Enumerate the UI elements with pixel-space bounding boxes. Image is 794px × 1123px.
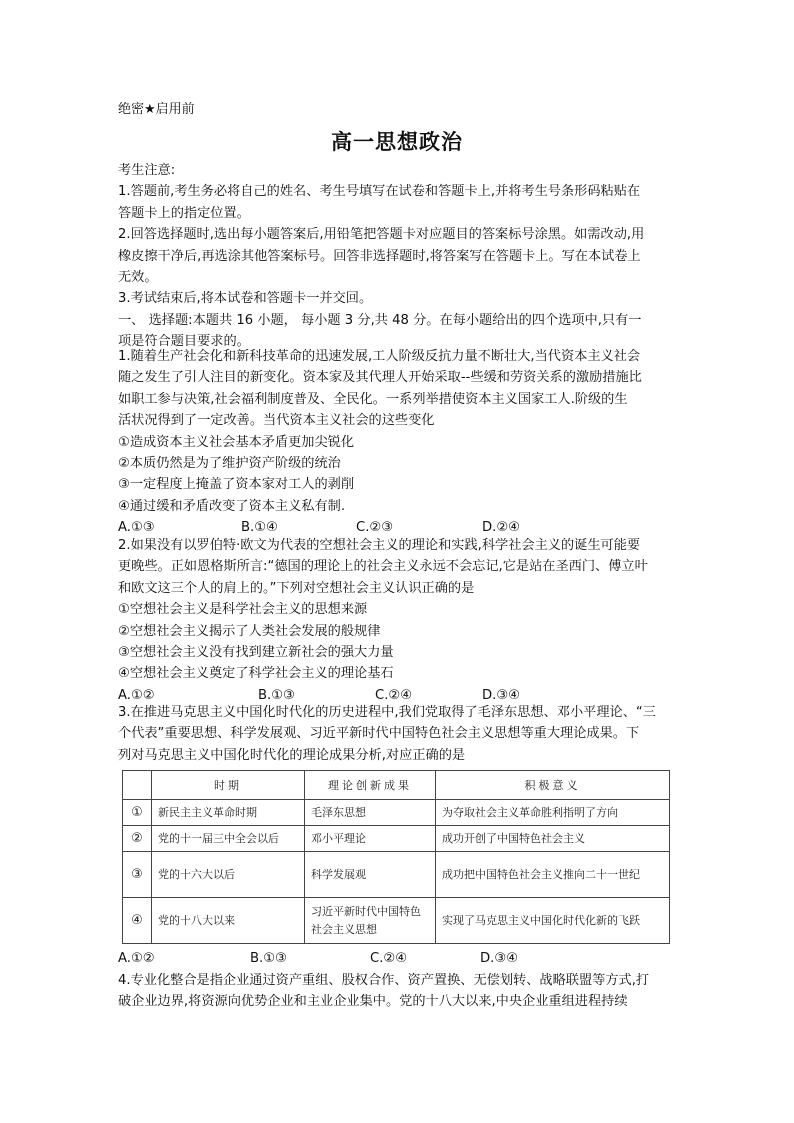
question-stem: 活状况得到了一定改善。当代资本主义社会的这些变化: [118, 413, 435, 429]
question-stem: 2.如果没有以罗伯特·欧文为代表的空想社会主义的理论和实践,科学社会主义的诞生可能要: [118, 538, 641, 553]
option-a[interactable]: A.①②: [118, 951, 155, 966]
question-stem: 更晚些。正如恩格斯所言:“德国的理论上的社会主义永远不会忘记,它是站在圣西门、傅立叶: [118, 559, 648, 575]
statement-item: ①空想社会主义是科学社会主义的思想来源: [118, 602, 368, 618]
table-cell: 党的十一届三中全会以后: [152, 826, 305, 852]
table-cell: 党的十六大以后: [152, 852, 305, 898]
notice-line: 答题卡上的指定位置。: [118, 205, 250, 221]
table-cell: 邓小平理论: [305, 826, 436, 852]
section-heading: 一、 选择题:本题共 16 小题， 每小题 3 分,共 48 分。在每小题给出的四个选项中,只有一: [118, 312, 642, 328]
table-cell: ④: [123, 898, 152, 944]
question-2: [118, 535, 678, 706]
question-stem: 4.专业化整合是指企业通过资产重组、股权合作、资产置换、无偿划转、战略联盟等方式,打: [118, 973, 650, 988]
statement-item: ③一定程度上掩盖了资本家对工人的剥削: [118, 477, 355, 493]
secret-label: 绝密★启用前: [118, 102, 195, 117]
table-cell: ②: [123, 826, 152, 852]
question-stem: 1.随着生产社会化和新科技革命的迅速发展,工人阶级反抗力量不断壮大,当代资本主义社会: [118, 349, 641, 364]
table-cell: 为夺取社会主义革命胜利指明了方向: [436, 800, 670, 826]
option-c[interactable]: C.②④: [370, 951, 408, 966]
statement-item: ②空想社会主义揭示了人类社会发展的般规律: [118, 623, 381, 639]
notice-line: 无效。: [118, 270, 158, 286]
option-d[interactable]: D.②④: [482, 520, 520, 536]
option-c[interactable]: C.②④: [375, 687, 413, 703]
table-cell: ③: [123, 852, 152, 898]
table-cell: 实现了马克思主义中国化时代化新的飞跃: [436, 898, 670, 944]
table-cell: ①: [123, 800, 152, 826]
question-stem: 如职工参与决策,社会福利制度普及、全民化。一系列举措使资本主义国家工人.阶级的生: [118, 391, 628, 407]
table-row: [123, 826, 670, 852]
option-a[interactable]: A.①③: [118, 520, 155, 536]
option-b[interactable]: B.①④: [241, 520, 278, 536]
question-stem: 个代表”重要思想、科学发展观、习近平新时代中国特色社会主义思想等重大理论成果。下: [118, 726, 640, 742]
question-3-options: [118, 948, 678, 969]
notice-heading: 考生注意:: [118, 163, 176, 178]
page-title: 高一思想政治: [331, 129, 463, 154]
statement-item: ③空想社会主义没有找到建立新社会的强大力量: [118, 645, 394, 661]
table-header: 积极意义: [436, 771, 670, 800]
table-cell: 党的十八大以来: [152, 898, 305, 944]
table-header: 时期: [152, 771, 305, 800]
statement-item: ④空想社会主义奠定了科学社会主义的理论基石: [118, 666, 394, 682]
question-stem: 列对马克思主义中国化时代化的理论成果分析,对应正确的是: [118, 747, 466, 763]
table-header-num: [123, 771, 152, 800]
statement-item: ④通过缓和矛盾改变了资本主义私有制.: [118, 498, 346, 514]
question-1: [118, 346, 678, 539]
table-header-row: [123, 771, 670, 800]
option-d[interactable]: D.③④: [482, 687, 520, 703]
answer-options: [118, 948, 678, 969]
table-header: 理论创新成果: [305, 771, 436, 800]
option-b[interactable]: B.①③: [258, 687, 295, 703]
notice-line: 2.回答选择题时,选出每小题答案后,用铅笔把答题卡对应题目的答案标号涂黑。如需改动,用: [118, 227, 645, 243]
option-c[interactable]: C.②③: [356, 520, 394, 536]
table-row: [123, 898, 670, 944]
question-stem: 随之发生了引人注目的新变化。资本家及其代理人开始采取--些缓和劳资关系的激励措施比: [118, 370, 642, 386]
table-cell: 科学发展观: [305, 852, 436, 898]
statement-item: ②本质仍然是为了维护资产阶级的统治: [118, 456, 341, 472]
table-cell: 成功开创了中国特色社会主义: [436, 826, 670, 852]
notice-line: 1.答题前,考生务必将自己的姓名、考生号填写在试卷和答题卡上,并将考生号条形码粘贴在: [118, 184, 641, 200]
notice-block: [118, 160, 678, 353]
question-stem: 3.在推进马克思主义中国化时代化的历史进程中,我们党取得了毛泽东思想、邓小平理论、“三: [118, 705, 656, 720]
table-row: [123, 852, 670, 898]
option-a[interactable]: A.①②: [118, 687, 155, 703]
statement-item: ①造成资本主义社会基本矛盾更加尖锐化: [118, 434, 355, 450]
table-row: [123, 800, 670, 826]
table-cell: 毛泽东思想: [305, 800, 436, 826]
question-3: [118, 702, 678, 766]
theory-table: [122, 770, 670, 944]
table-cell: 习近平新时代中国特色社会主义思想: [305, 898, 436, 944]
question-stem: 破企业边界,将资源向优势企业和主业企业集中。党的十八大以来,中央企业重组进程持续: [118, 994, 628, 1010]
section-heading: 项是符合题目要求的。: [118, 334, 250, 350]
option-d[interactable]: D.③④: [480, 951, 518, 966]
notice-line: 橡皮擦干净后,再选涂其他答案标号。回答非选择题时,将答案写在答题卡上。写在本试卷上: [118, 248, 641, 264]
table-cell: 新民主主义革命时期: [152, 800, 305, 826]
question-4: [118, 970, 678, 1013]
table-cell: 成功把中国特色社会主义推向二十一世纪: [436, 852, 670, 898]
notice-line: 3.考试结束后,将本试卷和答题卡一并交回。: [118, 291, 373, 307]
question-stem: 和欧文这三个人的肩上的。”下列对空想社会主义认识正确的是: [118, 580, 475, 596]
option-b[interactable]: B.①③: [250, 951, 287, 966]
